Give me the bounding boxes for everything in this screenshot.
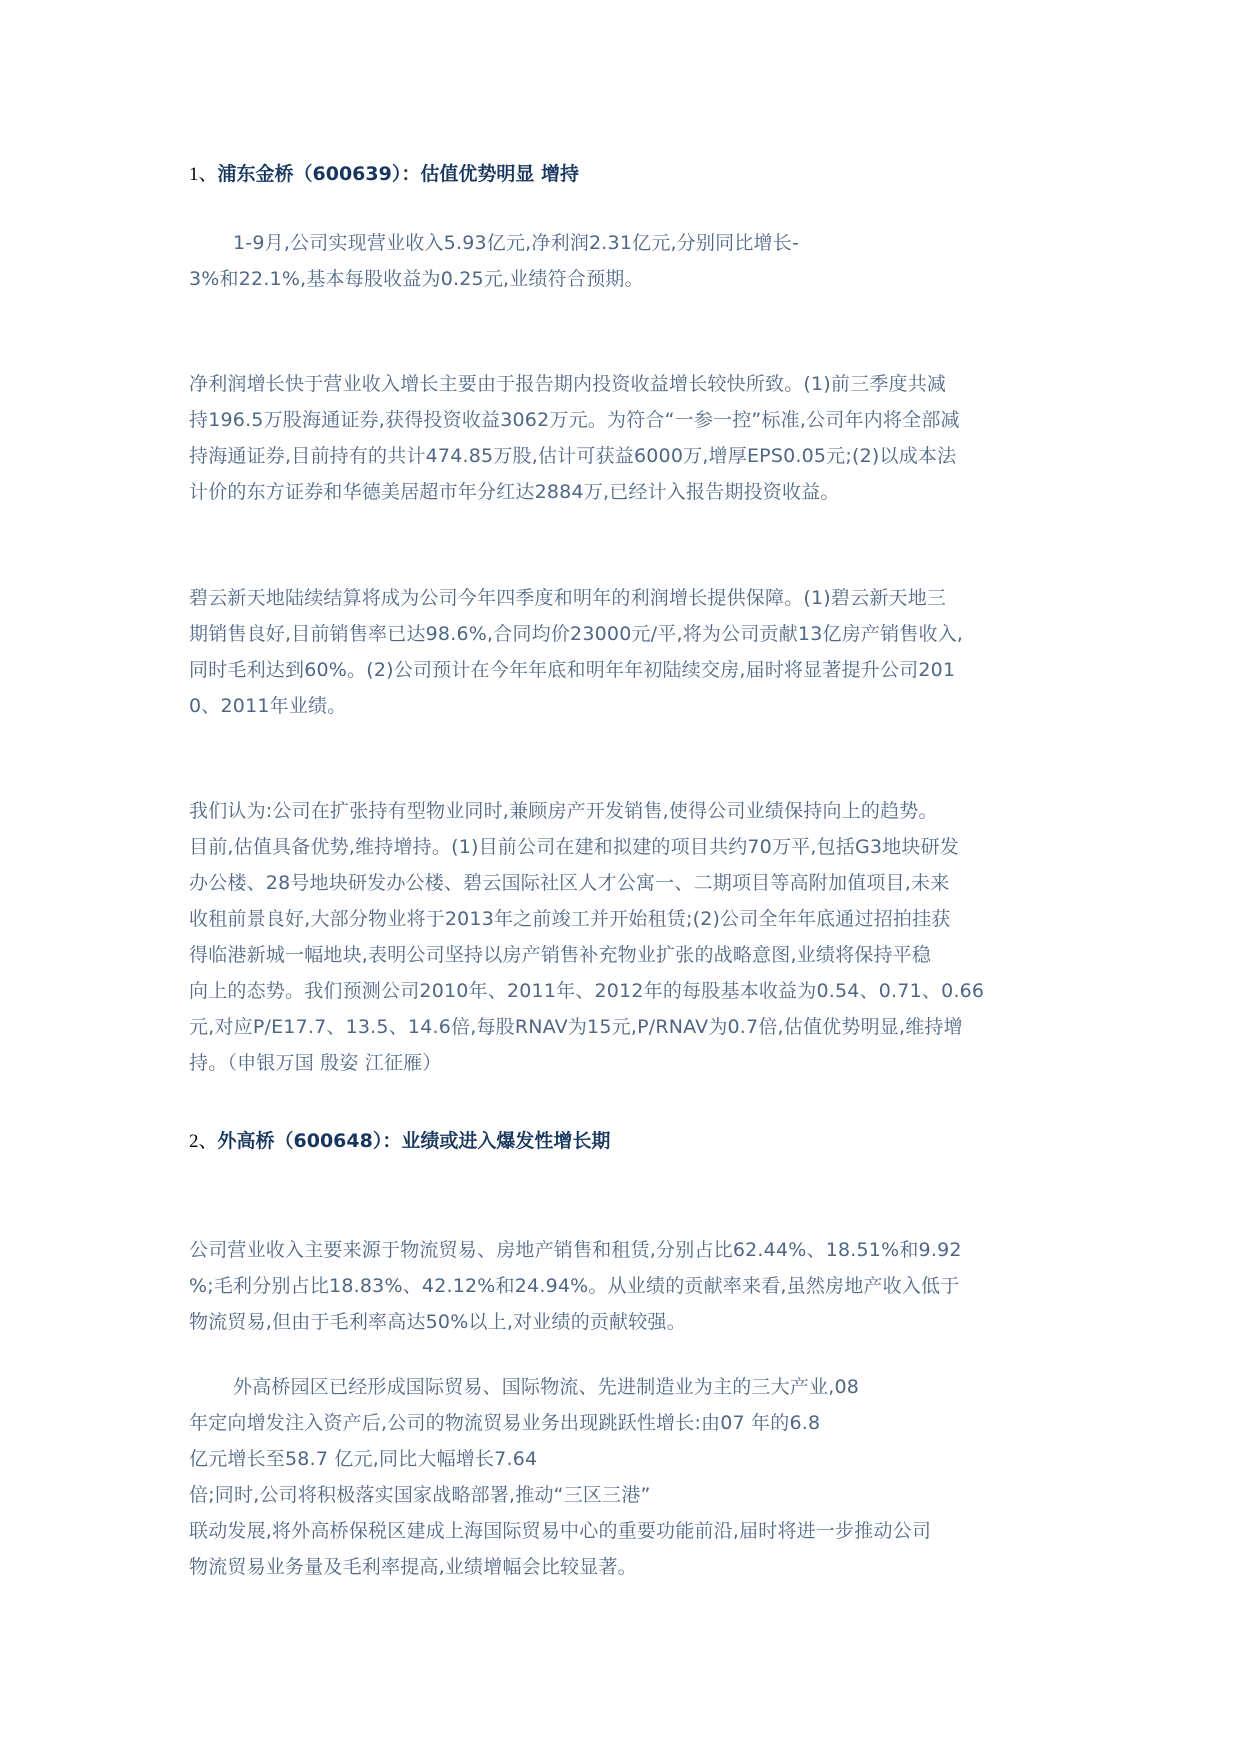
section-heading-2 (189, 1126, 610, 1157)
section-heading-1 (189, 159, 579, 190)
paragraph-line: 净利润增长快于营业收入增长主要由于报告期内投资收益增长较快所致。(1)前三季度共减 (189, 373, 947, 395)
paragraph-line: 公司营业收入主要来源于物流贸易、房地产销售和租赁,分别占比62.44%、18.51%和9.92 (189, 1239, 962, 1261)
paragraph-line: 我们认为:公司在扩张持有型物业同时,兼顾房产开发销售,使得公司业绩保持向上的趋势。 (189, 800, 938, 822)
paragraph-line: 得临港新城一幅地块,表明公司坚持以房产销售补充物业扩张的战略意图,业绩将保持平稳 (189, 944, 932, 966)
paragraph-line: 同时毛利达到60%。(2)公司预计在今年年底和明年年初陆续交房,届时将显著提升公司201 (189, 659, 956, 681)
paragraph-line: %;毛利分别占比18.83%、42.12%和24.94%。从业绩的贡献率来看,虽然房地产收入低于 (189, 1275, 960, 1297)
paragraph-line: 物流贸易,但由于毛利率高达50%以上,对业绩的贡献较强。 (189, 1311, 686, 1333)
paragraph-line: 持海通证券,目前持有的共计474.85万股,估计可获益6000万,增厚EPS0.05元;(2)以成本法 (189, 445, 957, 467)
paragraph-line: 1-9月,公司实现营业收入5.93亿元,净利润2.31亿元,分别同比增长- (233, 232, 800, 254)
paragraph-line: 持。（申银万国 殷姿 江征雁） (189, 1052, 442, 1074)
paragraph-line: 物流贸易业务量及毛利率提高,业绩增幅会比较显著。 (189, 1556, 637, 1578)
section-title: 浦东金桥（600639）：估值优势明显 增持 (217, 163, 579, 185)
paragraph-line: 0、2011年业绩。 (189, 695, 347, 717)
paragraph-line: 联动发展,将外高桥保税区建成上海国际贸易中心的重要功能前沿,届时将进一步推动公司 (189, 1520, 932, 1542)
paragraph-line: 3%和22.1%,基本每股收益为0.25元,业绩符合预期。 (189, 268, 644, 290)
paragraph-line: 元,对应P/E17.7、13.5、14.6倍,每股RNAV为15元,P/RNAV为0.7倍,估值优势明显,维持增 (189, 1016, 963, 1038)
paragraph-line: 碧云新天地陆续结算将成为公司今年四季度和明年的利润增长提供保障。(1)碧云新天地三 (189, 587, 947, 609)
section-number: 2、 (189, 1131, 218, 1152)
paragraph-line: 外高桥园区已经形成国际贸易、国际物流、先进制造业为主的三大产业,08 (233, 1376, 860, 1398)
paragraph-line: 目前,估值具备优势,维持增持。(1)目前公司在建和拟建的项目共约70万平,包括G3地块研发 (189, 836, 960, 858)
section-number: 1、 (189, 164, 218, 185)
paragraph-line: 办公楼、28号地块研发办公楼、碧云国际社区人才公寓一、二期项目等高附加值项目,未来 (189, 872, 950, 894)
paragraph-line: 持196.5万股海通证券,获得投资收益3062万元。为符合“一参一控”标准,公司年内将全部减 (189, 409, 960, 431)
paragraph-line: 年定向增发注入资产后,公司的物流贸易业务出现跳跃性增长:由07 年的6.8 (189, 1412, 821, 1434)
paragraph-line: 向上的态势。我们预测公司2010年、2011年、2012年的每股基本收益为0.54、0.71、0.66 (189, 980, 985, 1002)
paragraph-line: 倍;同时,公司将积极落实国家战略部署,推动“三区三港” (189, 1484, 651, 1506)
paragraph-line: 计价的东方证券和华德美居超市年分红达2884万,已经计入报告期投资收益。 (189, 481, 840, 503)
paragraph-line: 亿元增长至58.7 亿元,同比大幅增长7.64 (189, 1448, 538, 1470)
section-title: 外高桥（600648）：业绩或进入爆发性增长期 (217, 1130, 611, 1152)
paragraph-line: 收租前景良好,大部分物业将于2013年之前竣工并开始租赁;(2)公司全年年底通过招拍挂获 (189, 908, 951, 930)
paragraph-line: 期销售良好,目前销售率已达98.6%,合同均价23000元/平,将为公司贡献13亿房产销售收入, (189, 623, 964, 645)
